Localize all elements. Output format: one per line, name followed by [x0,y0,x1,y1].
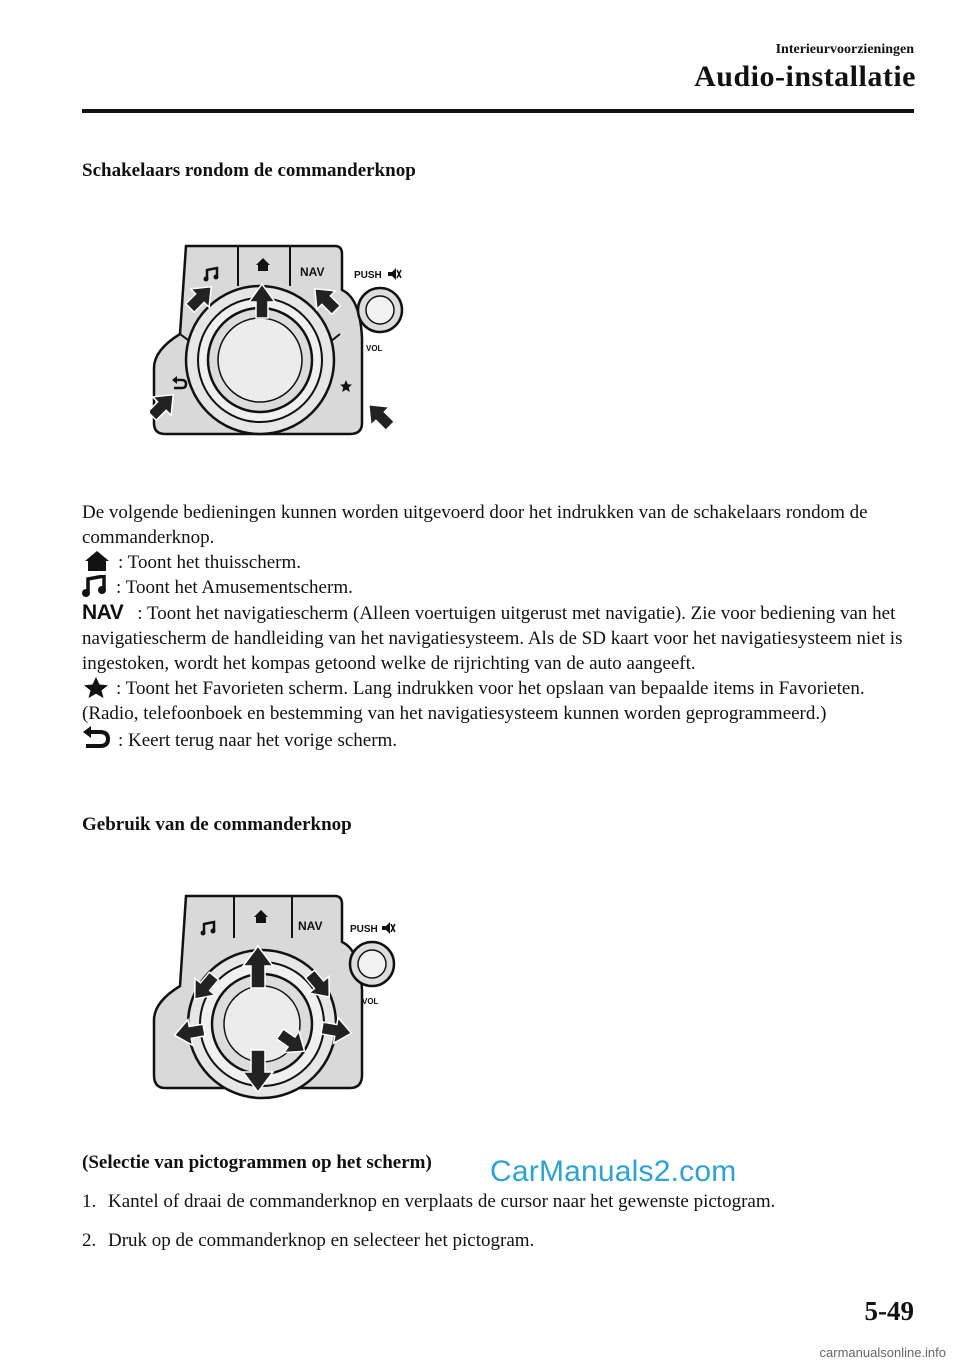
list-item: 1. Kantel of draai de commanderknop en verplaats de cursor naar het gewenste pictogram. [82,1191,776,1212]
mute-icon [388,268,401,280]
item-star: : Toont het Favorieten scherm. Lang indrukken voor het opslaan van bepaalde items in Favorieten. (Radio, telefoonboek en bestemming van het navigatiesysteem kunnen worden geprogrammeerd.) [82,678,865,724]
music-note-icon [82,575,110,597]
nav-icon: NAV [82,601,124,624]
section2-subheading: (Selectie van pictogrammen op het scherm) [82,1152,432,1173]
mute-icon [382,922,395,934]
nav-label: NAV [298,919,323,933]
vol-label: VOL [366,344,383,353]
header-rule [82,109,914,113]
push-label: PUSH [354,270,382,281]
vol-label: VOL [362,997,379,1006]
section2-heading: Gebruik van de commanderknop [82,814,352,835]
star-icon [82,676,110,698]
item-back: : Keert terug naar het vorige scherm. [82,726,914,753]
back-arrow-icon [82,726,112,750]
item-home: : Toont het thuisscherm. [82,550,914,575]
header-title: Audio-installatie [694,60,916,93]
section1-heading: Schakelaars rondom de commanderknop [82,160,416,181]
page-number: 5-49 [864,1296,914,1326]
watermark-logo: CarManuals2.com [490,1155,737,1188]
list-item: 2. Druk op de commanderknop en selecteer het pictogram. [82,1230,535,1251]
item-nav: NAV : Toont het navigatiescherm (Alleen voertuigen uitgerust met navigatie). Zie voor bediening van het navigatiescherm de handleiding van het navigatiesysteem. Als de SD kaart voor het navigatiesysteem niet is ingestoken, wordt het kompas getoond welke de rijrichting van de auto aangeeft. [82,601,903,674]
home-icon [82,550,112,572]
press-arrow-star [360,396,400,436]
item-music: : Toont het Amusementscherm. [82,575,914,600]
commander-switches-figure [150,238,415,438]
commander-knob-figure [150,890,415,1100]
push-label: PUSH [350,924,378,935]
section1-body [82,500,914,753]
footer-url: carmanualsonline.info [819,1345,946,1360]
section1-intro: De volgende bedieningen kunnen worden uitgevoerd door het indrukken van de schakelaars rondom de commanderknop. [82,502,868,548]
header-section: Interieurvoorzieningen [775,42,914,57]
steps-list [82,1189,914,1267]
nav-label: NAV [300,265,325,279]
